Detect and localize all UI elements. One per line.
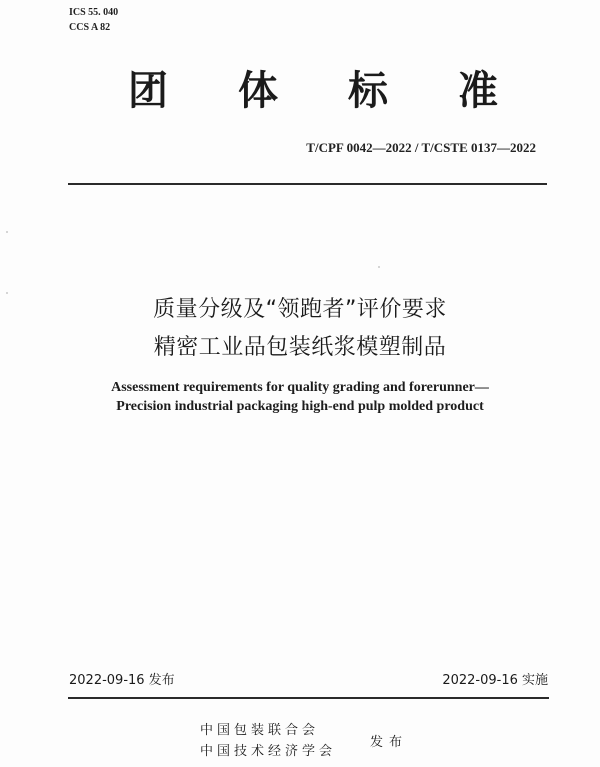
top-divider	[68, 183, 547, 185]
publish-label: 发布	[370, 735, 409, 750]
implementation-date: 2022-09-16 实施	[442, 673, 548, 688]
english-title-line-2: Precision industrial packaging high-end pulp molded product	[116, 399, 484, 414]
scan-speck	[378, 266, 380, 268]
chinese-title-line-1: 质量分级及“领跑者”评价要求	[153, 297, 447, 322]
issue-date: 2022-09-16 发布	[69, 673, 175, 688]
scan-speck	[6, 231, 8, 233]
publishers-block	[200, 720, 336, 762]
standard-number: T/CPF 0042—2022 / T/CSTE 0137—2022	[306, 140, 536, 155]
publisher-name: 中国包装联合会	[200, 723, 320, 738]
doc-type-char: 准	[458, 68, 498, 114]
document-type-heading	[128, 66, 498, 116]
chinese-title-line-2: 精密工业品包装纸浆模塑制品	[153, 335, 447, 360]
ccs-code: CCS A 82	[69, 22, 111, 33]
doc-type-char: 标	[348, 68, 388, 114]
scan-speck	[6, 292, 8, 294]
doc-type-char: 团	[128, 68, 168, 114]
ics-code: ICS 55. 040	[69, 7, 119, 18]
doc-type-char: 体	[238, 68, 278, 114]
english-title-line-1: Assessment requirements for quality grading and forerunner—	[111, 380, 489, 395]
publisher-name: 中国技术经济学会	[200, 744, 337, 759]
classification-codes	[69, 5, 118, 35]
bottom-divider	[68, 697, 549, 699]
